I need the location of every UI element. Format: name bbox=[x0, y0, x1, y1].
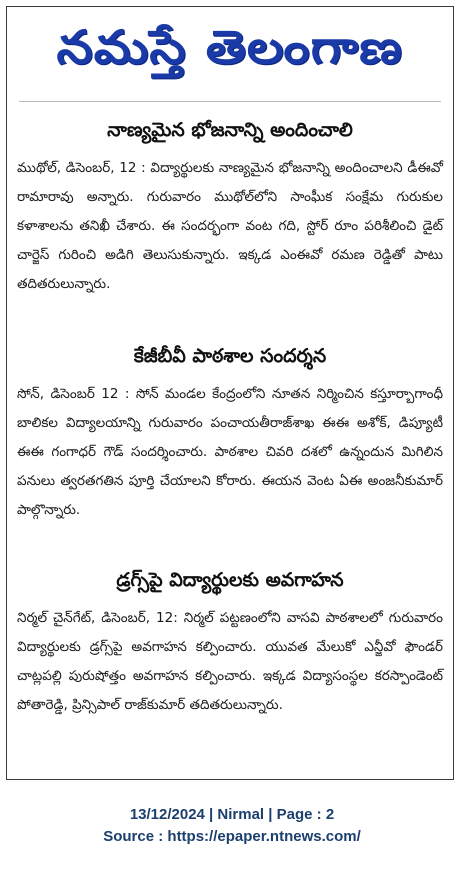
footer-source: Source : https://epaper.ntnews.com/ bbox=[103, 828, 361, 845]
article-1-body: ముథోల్, డిసెంబర్, 12 : విద్యార్థులకు నాణ్యమైన భోజనాన్ని అందించాలని డీఈవో రామారావు అన్నారు. గురువారం ముథోల్‌లోని సాంఘీక సంక్షేమ గురుకుల కళాశాలను తనిఖీ చేశారు. ఈ సందర్భంగా వంట గది, స్టోర్ రూం పరిశీలించి డైట్ చార్జెస్ గురించి అడిగి తెలుసుకున్నారు. ఇక్కడ ఎంఈవో రమణ రెడ్డితో పాటు తదితరులున్నారు. bbox=[17, 160, 443, 292]
article-2-headline: కేజీబీవీ పాఠశాల సందర్శన bbox=[133, 345, 327, 367]
masthead-title: నమస్తే తెలంగాణ bbox=[56, 20, 404, 74]
article-3-body: నిర్మల్ చైన్‌గేట్, డిసెంబర్, 12: నిర్మల్ పట్టణంలోని వాసవి పాఠశాలలో గురువారం విద్యార్థులకు డ్రగ్స్‌పై అవగాహన కల్పించారు. యువత మేలుకో ఎన్జీవో ఫౌండర్ చాట్లపల్లి పురుషోత్తం అవగాహన కల్పించారు. ఇక్కడ విద్యాసంస్థల కరస్పాండెంట్ పోతారెడ్డి, ప్రిన్సిపాల్ రాజ్‌కుమార్ తదితరులున్నారు. bbox=[17, 610, 443, 713]
article-3-headline: డ్రగ్స్‌పై విద్యార్థులకు అవగాహన bbox=[116, 569, 344, 591]
news-clipping bbox=[6, 6, 454, 780]
masthead bbox=[7, 7, 453, 99]
article-1-headline: నాణ్యమైన భోజనాన్ని అందించాలి bbox=[107, 119, 353, 141]
article-2 bbox=[7, 345, 453, 525]
masthead-divider bbox=[19, 101, 441, 102]
article-3 bbox=[7, 569, 453, 720]
footer-date-edition: 13/12/2024 | Nirmal | Page : 2 bbox=[129, 806, 335, 823]
article-2-body: సోన్, డిసెంబర్ 12 : సోన్ మండల కేంద్రంలోని నూతన నిర్మించిన కస్తూర్బాగాంధీ బాలికల విద్యాలయాన్ని గురువారం పంచాయతీరాజ్‌శాఖ ఈఈ అశోక్, డిప్యూటీ ఈఈ గంగాధర్ గౌడ్ సందర్శించారు. పాఠశాల చివరి దశలో ఉన్నందున మిగిలిన పనులు త్వరతగతిన పూర్తి చేయాలని కోరారు. ఈయన వెంట ఏఈ అంజనీకుమార్ పాల్గొన్నారు. bbox=[17, 386, 443, 518]
footer bbox=[0, 804, 464, 848]
article-1 bbox=[7, 119, 453, 299]
